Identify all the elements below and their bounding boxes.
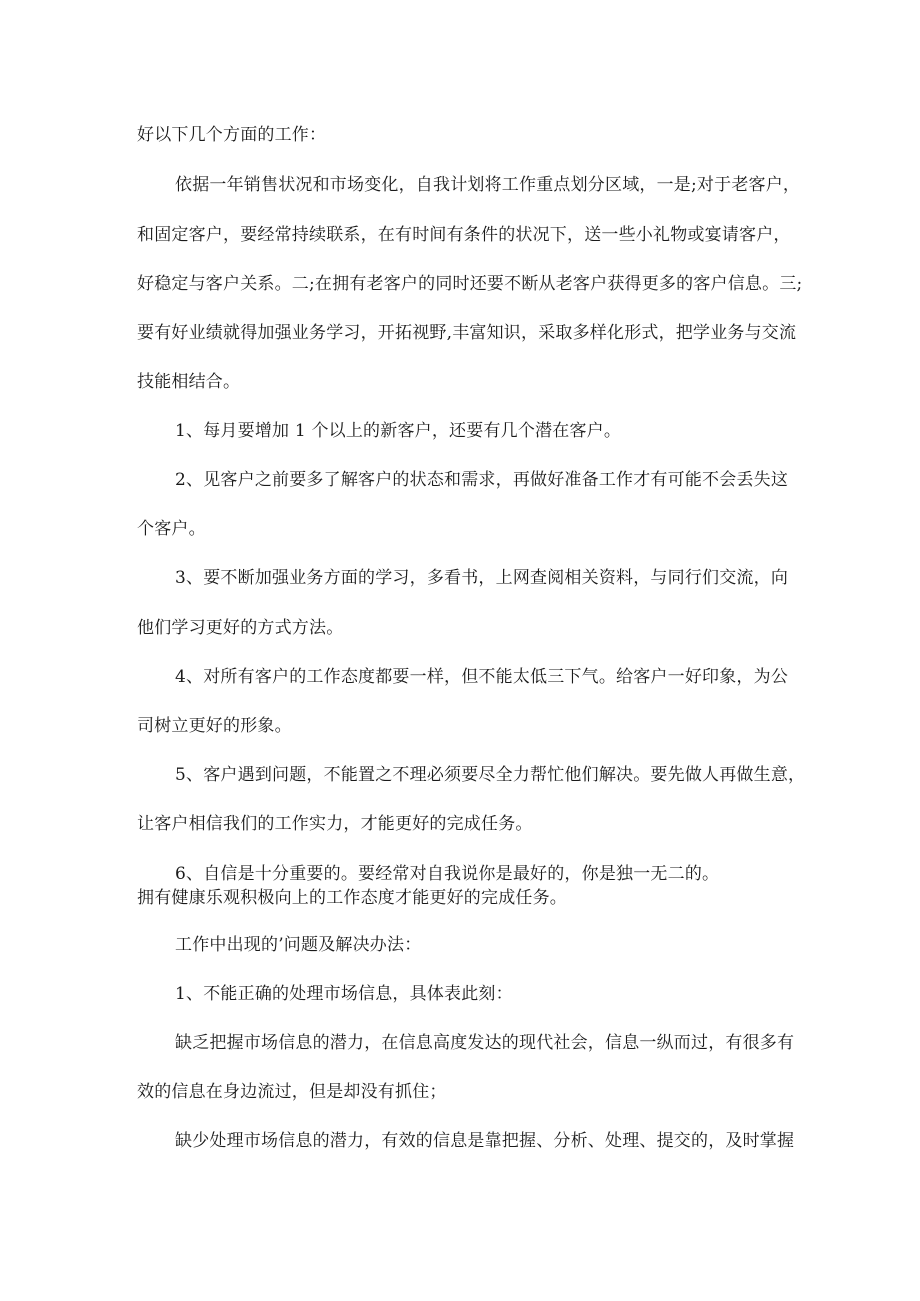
paragraph-line: 依据一年销售状况和市场变化，自我计划将工作重点划分区域，一是;对于老客户，: [175, 175, 801, 195]
paragraph-line: 好以下几个方面的工作：: [137, 125, 327, 145]
list-item-continuation: 他们学习更好的方式方法。: [137, 618, 344, 638]
list-item: 6、自信是十分重要的。要经常对自我说你是最好的，你是独一无二的。: [175, 864, 720, 884]
list-item-continuation: 让客户相信我们的工作实力，才能更好的完成任务。: [137, 814, 533, 834]
list-item: 1、不能正确的处理市场信息，具体表此刻：: [175, 984, 513, 1004]
paragraph-line: 好稳定与客户关系。二;在拥有老客户的同时还要不断从老客户获得更多的客户信息。三;: [137, 274, 803, 294]
section-heading: 工作中出现的’问题及解决办法：: [175, 935, 422, 955]
list-item: 3、要不断加强业务方面的学习，多看书，上网查阅相关资料，与同行们交流，向: [175, 568, 789, 588]
list-item-continuation: 司树立更好的形象。: [137, 716, 292, 736]
list-item-continuation: 个客户。: [137, 519, 206, 539]
paragraph-line: 缺乏把握市场信息的潜力，在信息高度发达的现代社会，信息一纵而过，有很多有: [175, 1033, 795, 1053]
list-item: 1、每月要增加 1 个以上的新客户，还要有几个潜在客户。: [175, 421, 622, 441]
paragraph-line: 效的信息在身边流过，但是却没有抓住；: [137, 1082, 447, 1102]
paragraph-line: 和固定客户，要经常持续联系，在有时间有条件的状况下，送一些小礼物或宴请客户，: [137, 225, 791, 245]
paragraph-line: 缺少处理市场信息的潜力，有效的信息是靠把握、分析、处理、提交的，及时掌握: [175, 1131, 795, 1151]
paragraph-line: 要有好业绩就得加强业务学习，开拓视野,丰富知识，采取多样化形式，把学业务与交流: [137, 323, 797, 343]
list-item-continuation: 拥有健康乐观积极向上的工作态度才能更好的完成任务。: [137, 888, 567, 908]
paragraph-line: 技能相结合。: [137, 372, 241, 392]
list-item: 4、对所有客户的工作态度都要一样，但不能太低三下气。给客户一好印象，为公: [175, 667, 789, 687]
list-item: 2、见客户之前要多了解客户的状态和需求，再做好准备工作才有可能不会丢失这: [175, 470, 789, 490]
list-item: 5、客户遇到问题，不能置之不理必须要尽全力帮忙他们解决。要先做人再做生意，: [175, 765, 806, 785]
